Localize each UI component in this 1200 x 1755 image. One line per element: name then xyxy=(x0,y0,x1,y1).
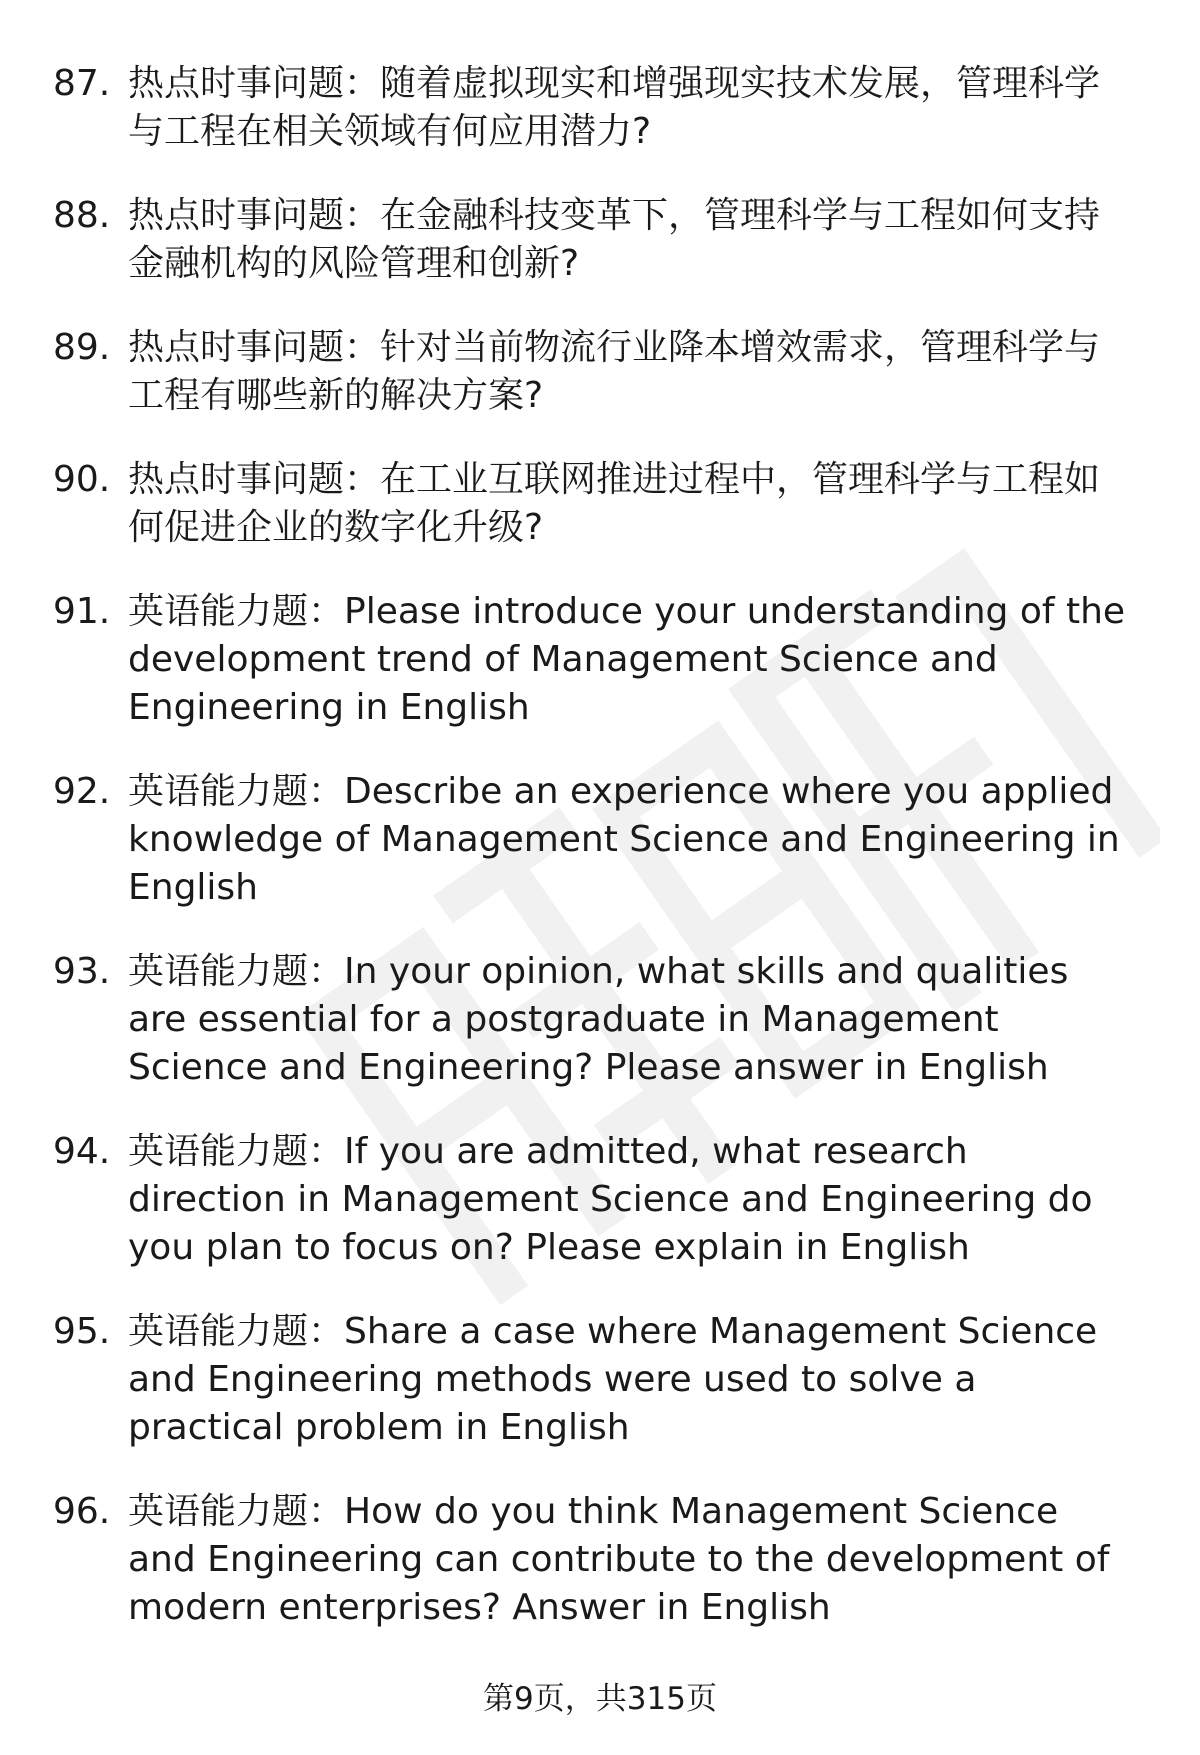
question-text: In your opinion, what skills and qualities are essential for a postgraduate in Management Science and Engineering? Please answer in English xyxy=(128,951,1069,1088)
question-body xyxy=(128,456,1136,552)
question-body xyxy=(128,192,1136,288)
question-item xyxy=(0,1488,1200,1632)
question-item xyxy=(0,588,1200,732)
question-body xyxy=(128,60,1136,156)
question-number: 92. xyxy=(53,771,111,812)
question-body xyxy=(128,1308,1136,1452)
question-text: Share a case where Management Science and Engineering methods were used to solve a practical problem in English xyxy=(128,1311,1098,1448)
question-item xyxy=(0,324,1200,420)
question-category: 英语能力题： xyxy=(128,591,345,632)
question-item xyxy=(0,1128,1200,1272)
question-text: If you are admitted, what research direction in Management Science and Engineering do you plan to focus on? Please explain in English xyxy=(128,1131,1093,1268)
question-number: 95. xyxy=(53,1311,111,1352)
question-item xyxy=(0,192,1200,288)
question-category: 英语能力题： xyxy=(128,771,345,812)
page-footer: 第9页，共315页 xyxy=(483,1681,717,1717)
question-text: 在金融科技变革下，管理科学与工程如何支持金融机构的风险管理和创新? xyxy=(128,195,1101,284)
question-text: Please introduce your understanding of the development trend of Management Science and Engineering in English xyxy=(128,591,1126,728)
question-body xyxy=(128,768,1136,912)
question-item xyxy=(0,60,1200,156)
question-category: 热点时事问题： xyxy=(128,459,381,500)
question-item xyxy=(0,1308,1200,1452)
question-number: 91. xyxy=(53,591,111,632)
question-category: 热点时事问题： xyxy=(128,195,381,236)
question-body xyxy=(128,1488,1136,1632)
question-category: 热点时事问题： xyxy=(128,327,381,368)
question-category: 英语能力题： xyxy=(128,951,345,992)
question-text: Describe an experience where you applied knowledge of Management Science and Engineering in English xyxy=(128,771,1120,908)
question-category: 热点时事问题： xyxy=(128,63,381,104)
question-number: 90. xyxy=(53,459,111,500)
question-number: 96. xyxy=(53,1491,111,1532)
question-body xyxy=(128,324,1136,420)
question-number: 88. xyxy=(53,195,111,236)
question-text: 随着虚拟现实和增强现实技术发展，管理科学与工程在相关领域有何应用潜力? xyxy=(128,63,1101,152)
question-item xyxy=(0,948,1200,1092)
question-body xyxy=(128,1128,1136,1272)
question-body xyxy=(128,948,1136,1092)
question-number: 94. xyxy=(53,1131,111,1172)
question-text: 在工业互联网推进过程中，管理科学与工程如何促进企业的数字化升级? xyxy=(128,459,1101,548)
question-text: 针对当前物流行业降本增效需求，管理科学与工程有哪些新的解决方案? xyxy=(128,327,1101,416)
question-text: How do you think Management Science and Engineering can contribute to the development of modern enterprises? Answer in English xyxy=(128,1491,1110,1628)
question-item xyxy=(0,456,1200,552)
question-item xyxy=(0,768,1200,912)
question-number: 93. xyxy=(53,951,111,992)
question-category: 英语能力题： xyxy=(128,1491,345,1532)
question-list xyxy=(0,60,1200,1668)
question-body xyxy=(128,588,1136,732)
question-number: 89. xyxy=(53,327,111,368)
question-category: 英语能力题： xyxy=(128,1311,345,1352)
question-category: 英语能力题： xyxy=(128,1131,345,1172)
question-number: 87. xyxy=(53,63,111,104)
